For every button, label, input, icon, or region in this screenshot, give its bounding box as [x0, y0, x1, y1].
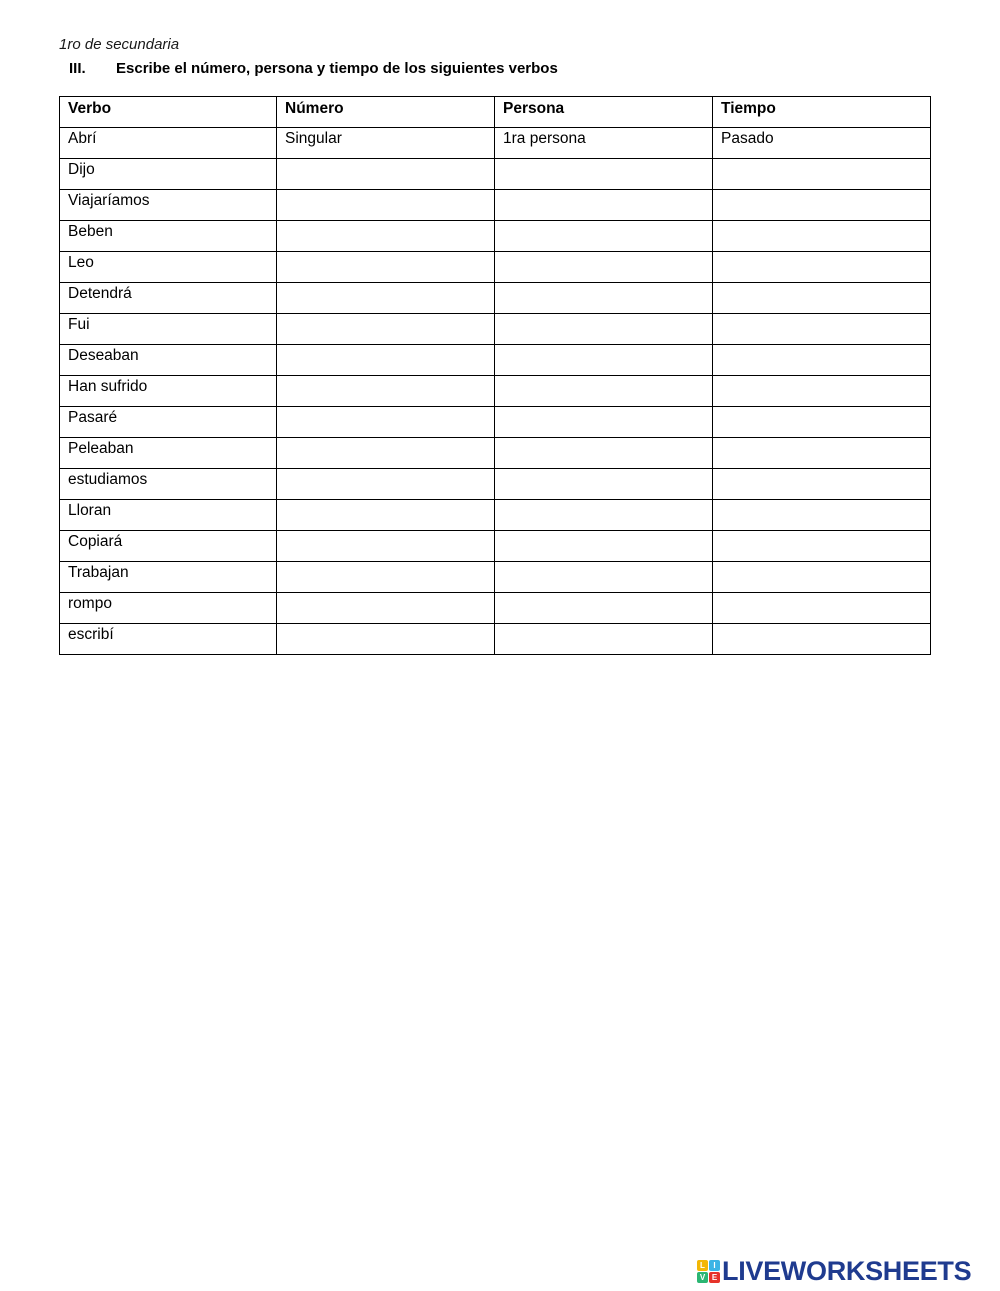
tiempo-answer-input[interactable]: [713, 531, 930, 560]
persona-answer-input[interactable]: [495, 221, 712, 250]
numero-answer-cell: [277, 314, 495, 345]
tiempo-answer-cell: [713, 593, 931, 624]
verb-cell: Copiará: [60, 531, 277, 562]
persona-answer-input[interactable]: [495, 283, 712, 312]
tiempo-answer-input[interactable]: [713, 376, 930, 405]
persona-answer-cell: [495, 593, 713, 624]
numero-answer-cell: [277, 531, 495, 562]
persona-answer-cell: [495, 407, 713, 438]
numero-answer-input[interactable]: [277, 345, 494, 374]
example-persona: 1ra persona: [495, 128, 713, 159]
table-row: [60, 345, 931, 376]
numero-answer-cell: [277, 438, 495, 469]
tiempo-answer-input[interactable]: [713, 562, 930, 591]
tiempo-answer-cell: [713, 407, 931, 438]
numero-answer-input[interactable]: [277, 562, 494, 591]
grade-label: 1ro de secundaria: [59, 36, 180, 53]
persona-answer-input[interactable]: [495, 531, 712, 560]
table-row: [60, 438, 931, 469]
logo-text: LIVEWORKSHEETS: [722, 1255, 972, 1286]
persona-answer-input[interactable]: [495, 159, 712, 188]
verb-cell: Viajaríamos: [60, 190, 277, 221]
table-row: [60, 531, 931, 562]
example-verb: Abrí: [60, 128, 277, 159]
table-row: [60, 562, 931, 593]
numero-answer-cell: [277, 562, 495, 593]
persona-answer-input[interactable]: [495, 407, 712, 436]
column-header-persona: Persona: [495, 97, 713, 128]
numero-answer-input[interactable]: [277, 407, 494, 436]
tiempo-answer-cell: [713, 159, 931, 190]
persona-answer-cell: [495, 469, 713, 500]
persona-answer-cell: [495, 376, 713, 407]
numero-answer-input[interactable]: [277, 624, 494, 653]
example-numero: Singular: [277, 128, 495, 159]
persona-answer-input[interactable]: [495, 252, 712, 281]
persona-answer-cell: [495, 252, 713, 283]
table-row: [60, 221, 931, 252]
persona-answer-cell: [495, 500, 713, 531]
verb-cell: escribí: [60, 624, 277, 655]
persona-answer-cell: [495, 159, 713, 190]
numero-answer-cell: [277, 624, 495, 655]
numero-answer-input[interactable]: [277, 469, 494, 498]
tiempo-answer-input[interactable]: [713, 159, 930, 188]
tiempo-answer-input[interactable]: [713, 252, 930, 281]
numero-answer-cell: [277, 190, 495, 221]
tiempo-answer-input[interactable]: [713, 190, 930, 219]
verb-cell: Lloran: [60, 500, 277, 531]
section-number: III.: [69, 60, 86, 77]
tiempo-answer-input[interactable]: [713, 624, 930, 653]
table-row: [60, 593, 931, 624]
tiempo-answer-input[interactable]: [713, 345, 930, 374]
tiempo-answer-cell: [713, 345, 931, 376]
logo-mark-icon: [697, 1260, 720, 1283]
tiempo-answer-cell: [713, 500, 931, 531]
numero-answer-input[interactable]: [277, 252, 494, 281]
verb-cell: Han sufrido: [60, 376, 277, 407]
persona-answer-input[interactable]: [495, 562, 712, 591]
tiempo-answer-cell: [713, 531, 931, 562]
table-row: [60, 500, 931, 531]
table-row: [60, 252, 931, 283]
numero-answer-cell: [277, 221, 495, 252]
persona-answer-cell: [495, 190, 713, 221]
persona-answer-input[interactable]: [495, 500, 712, 529]
persona-answer-cell: [495, 531, 713, 562]
header-row: [60, 97, 931, 128]
numero-answer-cell: [277, 376, 495, 407]
verb-cell: Deseaban: [60, 345, 277, 376]
verb-cell: Trabajan: [60, 562, 277, 593]
persona-answer-cell: [495, 624, 713, 655]
logo-mark-square: V: [697, 1272, 708, 1283]
table-row: [60, 624, 931, 655]
numero-answer-input[interactable]: [277, 376, 494, 405]
tiempo-answer-cell: [713, 562, 931, 593]
persona-answer-cell: [495, 283, 713, 314]
verb-cell: Detendrá: [60, 283, 277, 314]
exercise-heading: [69, 60, 558, 78]
table-row: [60, 469, 931, 500]
numero-answer-input[interactable]: [277, 159, 494, 188]
numero-answer-input[interactable]: [277, 438, 494, 467]
verb-cell: Beben: [60, 221, 277, 252]
tiempo-answer-input[interactable]: [713, 593, 930, 622]
numero-answer-input[interactable]: [277, 500, 494, 529]
tiempo-answer-cell: [713, 190, 931, 221]
verb-cell: Pasaré: [60, 407, 277, 438]
instruction-text: Escribe el número, persona y tiempo de los siguientes verbos: [116, 60, 558, 77]
table-row: [60, 159, 931, 190]
numero-answer-input[interactable]: [277, 531, 494, 560]
logo-mark-square: I: [709, 1260, 720, 1271]
persona-answer-input[interactable]: [495, 593, 712, 622]
tiempo-answer-cell: [713, 469, 931, 500]
persona-answer-input[interactable]: [495, 345, 712, 374]
tiempo-answer-input[interactable]: [713, 407, 930, 436]
verb-table: [59, 96, 931, 655]
tiempo-answer-cell: [713, 438, 931, 469]
example-tiempo: Pasado: [713, 128, 931, 159]
numero-answer-input[interactable]: [277, 593, 494, 622]
column-header-numero: Número: [277, 97, 495, 128]
persona-answer-cell: [495, 314, 713, 345]
verb-cell: Leo: [60, 252, 277, 283]
numero-answer-input[interactable]: [277, 221, 494, 250]
table-row: [60, 407, 931, 438]
verb-cell: Peleaban: [60, 438, 277, 469]
persona-answer-cell: [495, 221, 713, 252]
numero-answer-cell: [277, 469, 495, 500]
numero-answer-cell: [277, 283, 495, 314]
verb-cell: Dijo: [60, 159, 277, 190]
numero-answer-cell: [277, 252, 495, 283]
tiempo-answer-input[interactable]: [713, 500, 930, 529]
tiempo-answer-input[interactable]: [713, 438, 930, 467]
numero-answer-cell: [277, 159, 495, 190]
example-row: [60, 128, 931, 159]
table-row: [60, 314, 931, 345]
logo-mark-square: E: [709, 1272, 720, 1283]
table-row: [60, 190, 931, 221]
tiempo-answer-cell: [713, 252, 931, 283]
tiempo-answer-cell: [713, 376, 931, 407]
verb-cell: Fui: [60, 314, 277, 345]
tiempo-answer-input[interactable]: [713, 469, 930, 498]
table-row: [60, 283, 931, 314]
persona-answer-cell: [495, 438, 713, 469]
persona-answer-input[interactable]: [495, 314, 712, 343]
persona-answer-input[interactable]: [495, 469, 712, 498]
tiempo-answer-input[interactable]: [713, 283, 930, 312]
numero-answer-cell: [277, 407, 495, 438]
liveworksheets-logo: [697, 1257, 971, 1285]
tiempo-answer-input[interactable]: [713, 221, 930, 250]
persona-answer-input[interactable]: [495, 376, 712, 405]
persona-answer-input[interactable]: [495, 624, 712, 653]
tiempo-answer-cell: [713, 283, 931, 314]
persona-answer-cell: [495, 562, 713, 593]
tiempo-answer-cell: [713, 221, 931, 252]
persona-answer-cell: [495, 345, 713, 376]
verb-cell: estudiamos: [60, 469, 277, 500]
persona-answer-input[interactable]: [495, 438, 712, 467]
table-row: [60, 376, 931, 407]
column-header-verbo: Verbo: [60, 97, 277, 128]
tiempo-answer-cell: [713, 314, 931, 345]
tiempo-answer-cell: [713, 624, 931, 655]
numero-answer-cell: [277, 593, 495, 624]
numero-answer-cell: [277, 500, 495, 531]
numero-answer-input[interactable]: [277, 283, 494, 312]
numero-answer-input[interactable]: [277, 314, 494, 343]
persona-answer-input[interactable]: [495, 190, 712, 219]
numero-answer-cell: [277, 345, 495, 376]
logo-mark-square: L: [697, 1260, 708, 1271]
tiempo-answer-input[interactable]: [713, 314, 930, 343]
verb-cell: rompo: [60, 593, 277, 624]
numero-answer-input[interactable]: [277, 190, 494, 219]
column-header-tiempo: Tiempo: [713, 97, 931, 128]
